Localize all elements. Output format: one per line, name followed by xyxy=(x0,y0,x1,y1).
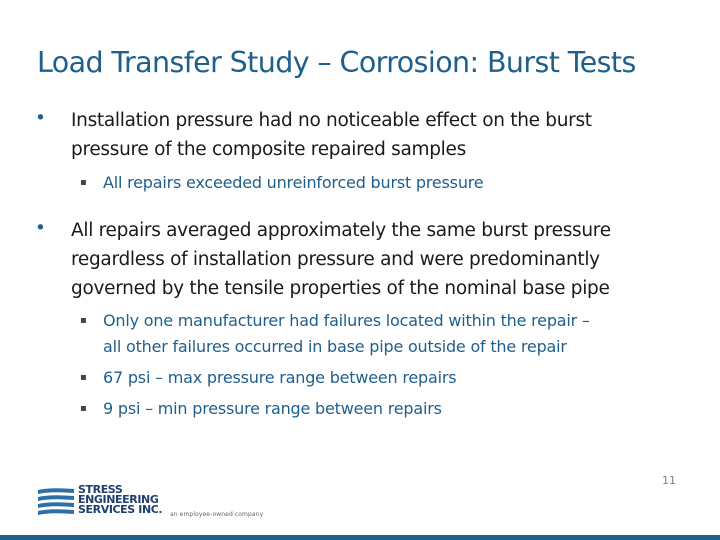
sub-bullet-line: Only one manufacturer had failures located within the repair – xyxy=(103,311,590,330)
sub-bullet-line: 67 psi – max pressure range between repairs xyxy=(103,368,457,387)
sub-bullet-icon: ▪ xyxy=(80,177,87,188)
sub-bullet-line: 9 psi – min pressure range between repairs xyxy=(103,399,442,418)
sub-bullet-icon: ▪ xyxy=(80,372,87,383)
sub-bullet-line: All repairs exceeded unreinforced burst pressure xyxy=(103,173,484,192)
company-logo xyxy=(36,483,266,527)
logo-tagline: an employee-owned company xyxy=(170,511,264,518)
bullet-line: Installation pressure had no noticeable effect on the burst xyxy=(71,110,592,131)
bullet-icon: • xyxy=(35,218,46,239)
page-number: 11 xyxy=(662,474,676,487)
logo-line: STRESS xyxy=(78,483,123,496)
slide-title: Load Transfer Study – Corrosion: Burst Tests xyxy=(37,46,636,79)
sub-bullet-icon: ▪ xyxy=(80,315,87,326)
sub-bullet-icon: ▪ xyxy=(80,403,87,414)
bullet-line: governed by the tensile properties of the nominal base pipe xyxy=(71,278,610,299)
logo-wordmark xyxy=(78,485,162,515)
bullet-line: regardless of installation pressure and were predominantly xyxy=(71,249,600,270)
sub-bullet-line: all other failures occurred in base pipe outside of the repair xyxy=(103,337,567,356)
bullet-line: All repairs averaged approximately the same burst pressure xyxy=(71,220,611,241)
logo-line: SERVICES INC. xyxy=(78,503,163,516)
bullet-icon: • xyxy=(35,108,46,129)
bottom-accent-bar xyxy=(0,535,720,540)
bullet-line: pressure of the composite repaired samples xyxy=(71,139,466,160)
logo-stripes-icon xyxy=(36,487,76,517)
logo-line: ENGINEERING xyxy=(78,493,159,506)
